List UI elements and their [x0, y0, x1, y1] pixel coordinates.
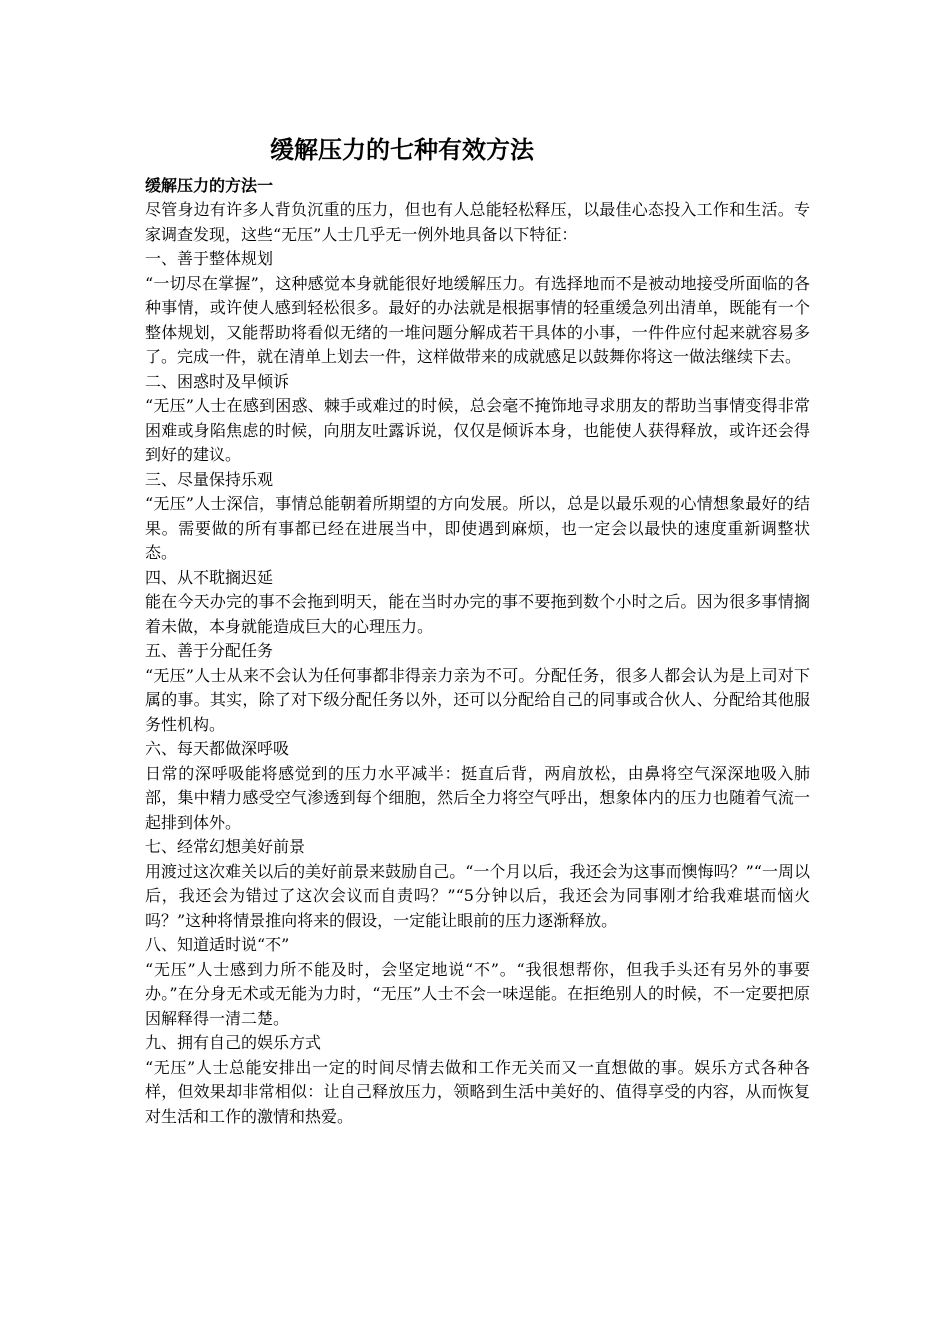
- document-title: 缓解压力的七种有效方法: [270, 136, 534, 164]
- list-item: [145, 835, 810, 933]
- item-body: “无压”人士从来不会认为任何事都非得亲力亲为不可。分配任务，很多人都会认为是上司对下属的事。其实，除了对下级分配任务以外，还可以分配给自己的同事或合伙人、分配给其他服务性机构。: [145, 665, 810, 734]
- item-heading: 三、尽量保持乐观: [145, 469, 274, 489]
- item-heading: 八、知道适时说“不”: [145, 935, 290, 954]
- item-body: 日常的深呼吸能将感觉到的压力水平减半：挺直后背，两肩放松，由鼻将空气深深地吸入肺部，集中精力感受空气渗透到每个细胞，然后全力将空气呼出，想象体内的压力也随着气流一起排到体外。: [145, 763, 810, 832]
- item-heading: 六、每天都做深呼吸: [145, 739, 290, 758]
- item-heading: 二、困惑时及早倾诉: [145, 371, 290, 391]
- list-item: [145, 639, 810, 737]
- item-heading: 七、经常幻想美好前景: [145, 837, 306, 856]
- item-heading: 九、拥有自己的娱乐方式: [145, 1033, 322, 1052]
- document-page: [145, 130, 810, 1129]
- section-heading: 缓解压力的方法一: [145, 176, 274, 195]
- list-item: [145, 468, 810, 566]
- list-item: [145, 1031, 810, 1129]
- list-item: [145, 933, 810, 1031]
- list-item: [145, 566, 810, 640]
- item-heading: 一、善于整体规划: [145, 249, 274, 268]
- intro-paragraph: 尽管身边有许多人背负沉重的压力，但也有人总能轻松释压，以最佳心态投入工作和生活。专家调查发现，这些“无压”人士几乎无一例外地具备以下特征：: [145, 200, 810, 244]
- item-heading: 五、善于分配任务: [145, 641, 274, 660]
- list-item: [145, 737, 810, 835]
- list-item: [145, 370, 810, 468]
- item-body: “无压”人士感到力所不能及时，会坚定地说“不”。“我很想帮你，但我手头还有另外的事要办。”在分身无术或无能为力时，“无压”人士不会一味逞能。在拒绝别人的时候，不一定要把原因解释得一清二楚。: [145, 959, 810, 1028]
- list-item: [145, 247, 810, 370]
- item-body: “无压”人士深信，事情总能朝着所期望的方向发展。所以，总是以最乐观的心情想象最好的结果。需要做的所有事都已经在进展当中，即使遇到麻烦，也一定会以最快的速度重新调整状态。: [145, 494, 810, 562]
- item-body: 用渡过这次难关以后的美好前景来鼓励自己。“一个月以后，我还会为这事而懊悔吗？”“一周以后，我还会为错过了这次会议而自责吗？”“5分钟以后，我还会为同事刚才给我难堪而恼火吗？”这种将情景推向将来的假设，一定能让眼前的压力逐渐释放。: [145, 861, 810, 930]
- item-body: “无压”人士总能安排出一定的时间尽情去做和工作无关而又一直想做的事。娱乐方式各种各样，但效果却非常相似：让自己释放压力，领略到生活中美好的、值得享受的内容，从而恢复对生活和工作的激情和热爱。: [145, 1057, 810, 1126]
- item-body: “无压”人士在感到困惑、棘手或难过的时候，总会毫不掩饰地寻求朋友的帮助当事情变得非常困难或身陷焦虑的时候，向朋友吐露诉说，仅仅是倾诉本身，也能使人获得释放，或许还会得到好的建议。: [145, 396, 810, 464]
- item-heading: 四、从不耽搁迟延: [145, 567, 274, 587]
- item-body: 能在今天办完的事不会拖到明天，能在当时办完的事不要拖到数个小时之后。因为很多事情搁着未做，本身就能造成巨大的心理压力。: [145, 592, 810, 636]
- item-body: “一切尽在掌握”，这种感觉本身就能很好地缓解压力。有选择地而不是被动地接受所面临的各种事情，或许使人感到轻松很多。最好的办法就是根据事情的轻重缓急列出清单，既能有一个整体规划，又能帮助将看似无绪的一堆问题分解成若干具体的小事，一件件应付起来就容易多了。完成一件，就在清单上划去一件，这样做带来的成就感足以鼓舞你将这一做法继续下去。: [145, 273, 810, 366]
